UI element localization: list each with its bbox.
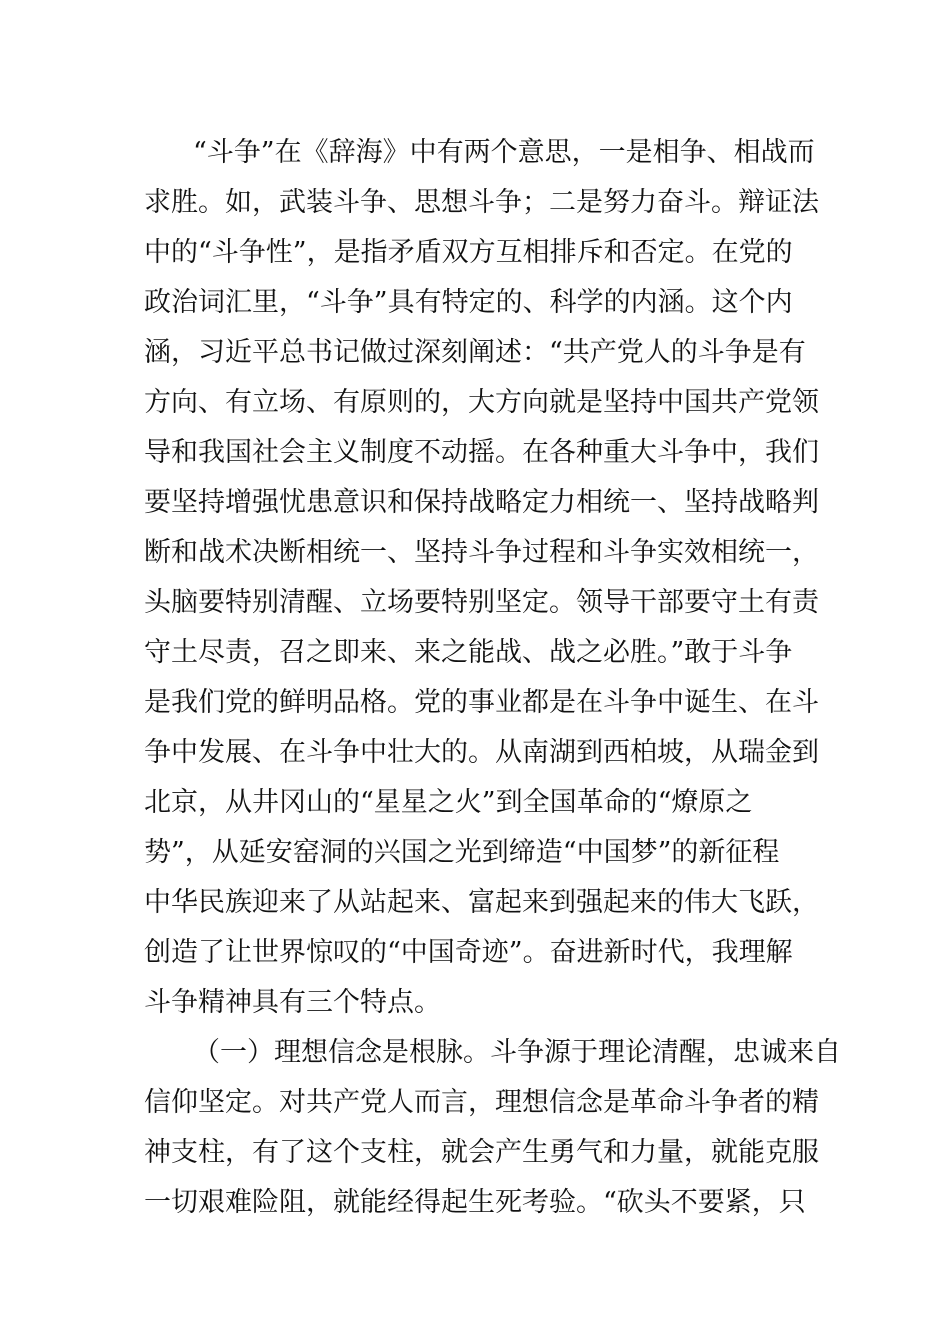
- paragraph-1-line-16: 中华民族迎来了从站起来、富起来到强起来的伟大飞跃，: [144, 887, 819, 918]
- paragraph-1-line-3: 中的“斗争性”，是指矛盾双方互相排斥和否定。在党的: [144, 237, 793, 268]
- paragraph-2-line-3: 神支柱，有了这个支柱，就会产生勇气和力量，就能克服: [144, 1137, 819, 1168]
- paragraph-1-line-4: 政治词汇里，“斗争”具有特定的、科学的内涵。这个内: [144, 287, 793, 318]
- paragraph-1-line-13: 争中发展、在斗争中壮大的。从南湖到西柏坡，从瑞金到: [144, 737, 819, 768]
- paragraph-1-line-18: 斗争精神具有三个特点。: [144, 987, 441, 1018]
- paragraph-1-line-12: 是我们党的鲜明品格。党的事业都是在斗争中诞生、在斗: [144, 687, 819, 718]
- paragraph-1-line-2: 求胜。如，武装斗争、思想斗争；二是努力奋斗。辩证法: [144, 187, 819, 218]
- paragraph-2-line-2: 信仰坚定。对共产党人而言，理想信念是革命斗争者的精: [144, 1087, 819, 1118]
- paragraph-1-line-6: 方向、有立场、有原则的，大方向就是坚持中国共产党领: [144, 387, 819, 418]
- paragraph-1-line-7: 导和我国社会主义制度不动摇。在各种重大斗争中，我们: [144, 437, 819, 468]
- paragraph-1-line-8: 要坚持增强忧患意识和保持战略定力相统一、坚持战略判: [144, 487, 819, 518]
- paragraph-1-line-5: 涵，习近平总书记做过深刻阐述：“共产党人的斗争是有: [144, 337, 806, 368]
- paragraph-2-line-4: 一切艰难险阻，就能经得起生死考验。“砍头不要紧，只: [144, 1187, 806, 1218]
- body-text: [144, 128, 841, 1228]
- paragraph-2-line-1: （一）理想信念是根脉。斗争源于理论清醒，忠诚来自: [193, 1037, 841, 1068]
- paragraph-1-line-15: 势”，从延安窑洞的兴国之光到缔造“中国梦”的新征程: [144, 837, 780, 868]
- paragraph-1-line-14: 北京，从井冈山的“星星之火”到全国革命的“燎原之: [144, 787, 753, 818]
- paragraph-1-line-1: “斗争”在《辞海》中有两个意思，一是相争、相战而: [193, 137, 815, 168]
- paragraph-1-line-9: 断和战术决断相统一、坚持斗争过程和斗争实效相统一，: [144, 537, 819, 568]
- paragraph-1-line-10: 头脑要特别清醒、立场要特别坚定。领导干部要守土有责: [144, 587, 819, 618]
- paragraph-1-line-11: 守土尽责，召之即来、来之能战、战之必胜。”敢于斗争: [144, 637, 793, 668]
- paragraph-1-line-17: 创造了让世界惊叹的“中国奇迹”。奋进新时代，我理解: [144, 937, 793, 968]
